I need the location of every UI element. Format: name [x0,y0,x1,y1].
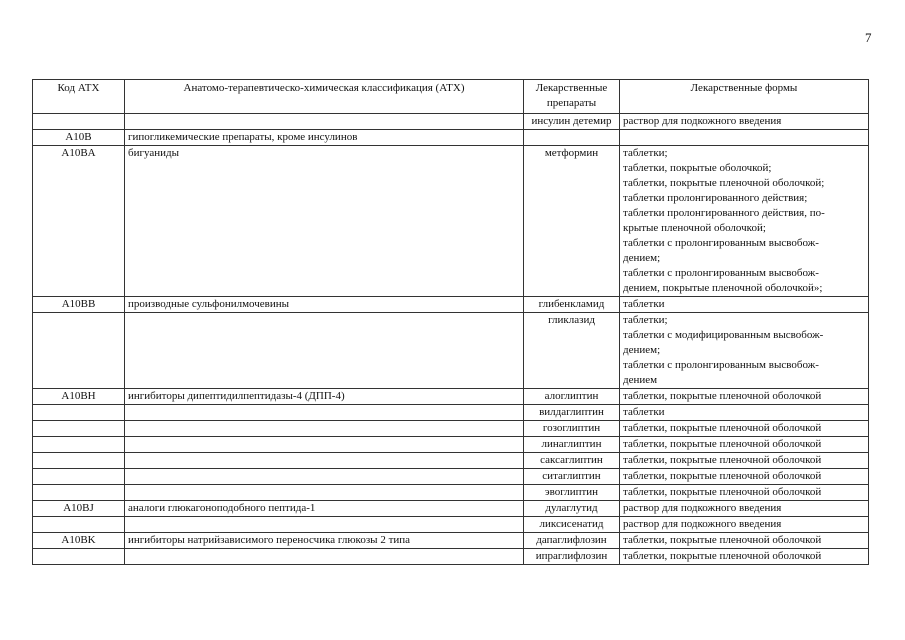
cell-drug: ипраглифлозин [524,549,620,565]
cell-classification: бигуаниды [125,146,524,297]
table-row [33,501,869,517]
header-drugs: Лекарственные препараты [524,80,620,114]
cell-drug: дулаглутид [524,501,620,517]
atx-table [32,79,869,565]
cell-form: раствор для подкожного введения [620,114,869,130]
table-row [33,549,869,565]
table-row [33,146,869,297]
cell-classification [125,469,524,485]
cell-drug: ситаглиптин [524,469,620,485]
cell-form: таблетки, покрытые пленочной оболочкой [620,469,869,485]
table-row [33,114,869,130]
cell-form [620,130,869,146]
cell-code [33,313,125,389]
cell-classification [125,485,524,501]
cell-form: таблетки; таблетки, покрытые оболочкой; таблетки, покрытые пленочной оболочкой; таблетки пролонгированного действия; таблетки пролонгированного действия, по- крытые пленочной оболочкой; таблетки с пролонгированным высвобож- дением; таблетки с пролонгированным высвобож- дением, покрытые пленочной оболочкой»; [620,146,869,297]
table-row [33,421,869,437]
cell-form: таблетки, покрытые пленочной оболочкой [620,549,869,565]
cell-drug: глибенкламид [524,297,620,313]
cell-form: таблетки [620,405,869,421]
page-number: 7 [865,30,872,45]
cell-code: A10BA [33,146,125,297]
cell-drug: линаглиптин [524,437,620,453]
cell-code [33,517,125,533]
cell-classification: ингибиторы дипептидилпептидазы-4 (ДПП-4) [125,389,524,405]
cell-form: раствор для подкожного введения [620,517,869,533]
cell-code [33,437,125,453]
cell-form: таблетки, покрытые пленочной оболочкой [620,453,869,469]
cell-drug: гозоглиптин [524,421,620,437]
cell-code [33,421,125,437]
table-row [33,453,869,469]
cell-classification [125,313,524,389]
cell-classification [125,437,524,453]
cell-code: A10BJ [33,501,125,517]
cell-code [33,469,125,485]
cell-drug: саксаглиптин [524,453,620,469]
header-classification: Анатомо-терапевтическо-химическая классификация (АТХ) [125,80,524,114]
cell-code [33,405,125,421]
table-row [33,389,869,405]
table-row [33,130,869,146]
cell-form: таблетки, покрытые пленочной оболочкой [620,437,869,453]
cell-classification [125,114,524,130]
table-row [33,297,869,313]
cell-drug: алоглиптин [524,389,620,405]
cell-code: A10BK [33,533,125,549]
table-row [33,485,869,501]
cell-code: A10BB [33,297,125,313]
cell-classification: производные сульфонилмочевины [125,297,524,313]
header-code: Код АТХ [33,80,125,114]
cell-classification [125,421,524,437]
cell-classification: гипогликемические препараты, кроме инсулинов [125,130,524,146]
cell-form: таблетки; таблетки с модифицированным высвобож- дением; таблетки с пролонгированным высвобож- дением [620,313,869,389]
cell-drug: инсулин детемир [524,114,620,130]
cell-classification: аналоги глюкагоноподобного пептида-1 [125,501,524,517]
cell-code [33,453,125,469]
table-row [33,313,869,389]
table-header-row [33,80,869,114]
cell-drug: метформин [524,146,620,297]
cell-form: раствор для подкожного введения [620,501,869,517]
table-row [33,437,869,453]
cell-code [33,485,125,501]
cell-code: A10B [33,130,125,146]
cell-form: таблетки [620,297,869,313]
cell-classification [125,549,524,565]
cell-drug [524,130,620,146]
table-row [33,517,869,533]
cell-form: таблетки, покрытые пленочной оболочкой [620,485,869,501]
cell-classification [125,517,524,533]
cell-form: таблетки, покрытые пленочной оболочкой [620,533,869,549]
cell-code [33,549,125,565]
cell-code: A10BH [33,389,125,405]
cell-drug: дапаглифлозин [524,533,620,549]
table-row [33,405,869,421]
cell-drug: ликсисенатид [524,517,620,533]
cell-classification [125,453,524,469]
cell-form: таблетки, покрытые пленочной оболочкой [620,389,869,405]
cell-drug: гликлазид [524,313,620,389]
cell-drug: вилдаглиптин [524,405,620,421]
table-row [33,533,869,549]
table-row [33,469,869,485]
cell-classification: ингибиторы натрийзависимого переносчика глюкозы 2 типа [125,533,524,549]
cell-classification [125,405,524,421]
header-forms: Лекарственные формы [620,80,869,114]
cell-code [33,114,125,130]
cell-drug: эвоглиптин [524,485,620,501]
cell-form: таблетки, покрытые пленочной оболочкой [620,421,869,437]
